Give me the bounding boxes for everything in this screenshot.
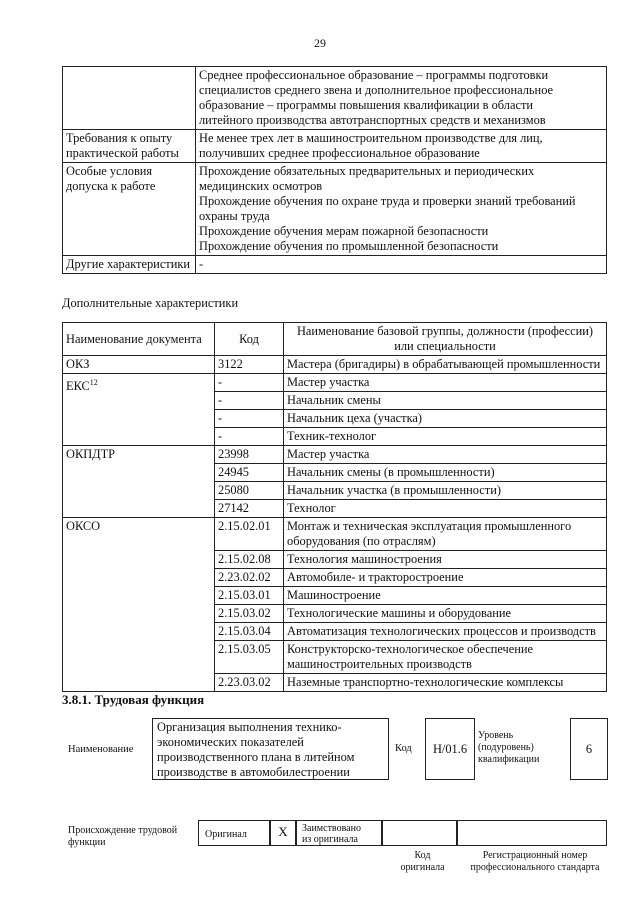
name-cell: Начальник цеха (участка) bbox=[284, 410, 607, 428]
text-line: Прохождение обучения по промышленной безопасности bbox=[199, 239, 499, 253]
code-cell: 2.15.03.02 bbox=[215, 605, 284, 623]
document-name: ЕКС bbox=[66, 379, 90, 394]
table-row bbox=[63, 446, 607, 464]
code-cell: 27142 bbox=[215, 500, 284, 518]
text-line: Не менее трех лет в машиностроительном производстве для лиц, bbox=[199, 131, 543, 145]
footnote-marker: 12 bbox=[89, 378, 98, 387]
requirement-label: Другие характеристики bbox=[63, 256, 196, 274]
code-cell: 2.23.03.02 bbox=[215, 674, 284, 692]
function-name-box bbox=[152, 718, 389, 780]
name-cell: Автоматизация технологических процессов и производств bbox=[284, 623, 607, 641]
code-cell: - bbox=[215, 428, 284, 446]
text-line: получивших среднее профессиональное образование bbox=[199, 146, 480, 160]
table-row bbox=[63, 356, 607, 374]
original-label: Оригинал bbox=[198, 820, 270, 846]
text-line: Происхождение трудовой bbox=[68, 825, 178, 836]
additional-characteristics-title: Дополнительные характеристики bbox=[62, 296, 239, 310]
text-line: Среднее профессиональное образование – программы подготовки bbox=[199, 68, 549, 82]
name-cell: Машиностроение bbox=[284, 587, 607, 605]
requirements-table bbox=[62, 66, 607, 274]
requirement-row bbox=[63, 130, 607, 163]
text-line: Код bbox=[414, 850, 431, 861]
requirement-value bbox=[196, 67, 607, 130]
text-line: профессионального стандарта bbox=[470, 862, 600, 873]
document-name: ОКЗ bbox=[66, 357, 90, 371]
code-cell: 2.15.03.04 bbox=[215, 623, 284, 641]
document-cell bbox=[63, 446, 215, 518]
document-name: ОКСО bbox=[66, 519, 101, 533]
page-number: 29 bbox=[314, 36, 326, 50]
requirement-value bbox=[196, 130, 607, 163]
requirement-row bbox=[63, 163, 607, 256]
name-cell: Конструкторско-технологическое обеспечение машиностроительных производств bbox=[284, 641, 607, 674]
text-line: (подуровень) bbox=[478, 742, 534, 753]
document-cell bbox=[63, 518, 215, 692]
text-line: медицинских осмотров bbox=[199, 179, 323, 193]
name-cell: Технология машиностроения bbox=[284, 551, 607, 569]
code-cell: 2.15.02.01 bbox=[215, 518, 284, 551]
document-cell bbox=[63, 356, 215, 374]
text-line: Прохождение обучения по охране труда и проверки знаний требований bbox=[199, 194, 576, 208]
name-cell: Мастер участка bbox=[284, 374, 607, 392]
code-cell: 25080 bbox=[215, 482, 284, 500]
text-line: образование – программы повышения квалификации в области bbox=[199, 98, 534, 112]
requirement-label: Особые условия допуска к работе bbox=[63, 163, 196, 256]
name-cell: Технологические машины и оборудование bbox=[284, 605, 607, 623]
requirement-value bbox=[196, 256, 607, 274]
original-mark: X bbox=[270, 820, 296, 846]
registration-number-label bbox=[460, 850, 610, 874]
origin-code-box bbox=[382, 820, 457, 846]
text-line: Организация выполнения технико- bbox=[157, 720, 342, 734]
labor-function-title: 3.8.1. Трудовая функция bbox=[62, 692, 205, 707]
function-origin-label bbox=[68, 825, 177, 849]
text-line: квалификации bbox=[478, 754, 540, 765]
requirement-row bbox=[63, 67, 607, 130]
code-cell: 2.23.02.02 bbox=[215, 569, 284, 587]
name-cell: Технолог bbox=[284, 500, 607, 518]
requirement-label: Требования к опыту практической работы bbox=[63, 130, 196, 163]
header-document: Наименование документа bbox=[63, 323, 215, 356]
registration-number-box bbox=[457, 820, 607, 846]
text-line: Заимствовано bbox=[302, 823, 361, 834]
text-line: - bbox=[199, 257, 204, 271]
text-line: функции bbox=[68, 837, 106, 848]
requirement-value bbox=[196, 163, 607, 256]
table-row bbox=[63, 374, 607, 392]
code-cell: 2.15.03.01 bbox=[215, 587, 284, 605]
qualification-level-label bbox=[478, 730, 539, 766]
origin-code-label bbox=[385, 850, 460, 874]
text-line: производстве в автомобилестроении bbox=[157, 765, 350, 779]
text-line: экономических показателей bbox=[157, 735, 304, 749]
code-cell: - bbox=[215, 374, 284, 392]
name-cell: Начальник смены (в промышленности) bbox=[284, 464, 607, 482]
text-line: производственного плана в литейном bbox=[157, 750, 355, 764]
name-cell: Мастер участка bbox=[284, 446, 607, 464]
requirement-label bbox=[63, 67, 196, 130]
header-name: Наименование базовой группы, должности (профессии) или специальности bbox=[284, 323, 607, 356]
qualification-level-box: 6 bbox=[570, 718, 608, 780]
table-row bbox=[63, 518, 607, 551]
name-cell: Мастера (бригадиры) в обрабатывающей промышленности bbox=[284, 356, 607, 374]
text-line: охраны труда bbox=[199, 209, 270, 223]
code-cell: 3122 bbox=[215, 356, 284, 374]
function-name-label: Наименование bbox=[68, 744, 134, 755]
document-cell bbox=[63, 374, 215, 446]
text-line: оригинала bbox=[400, 862, 445, 873]
text-line: Прохождение обучения мерам пожарной безопасности bbox=[199, 224, 489, 238]
function-code-box: H/01.6 bbox=[425, 718, 475, 780]
table-header-row bbox=[63, 323, 607, 356]
name-cell: Начальник смены bbox=[284, 392, 607, 410]
name-cell: Начальник участка (в промышленности) bbox=[284, 482, 607, 500]
text-line: специалистов среднего звена и дополнительное профессиональное bbox=[199, 83, 554, 97]
code-cell: 2.15.03.05 bbox=[215, 641, 284, 674]
code-cell: 23998 bbox=[215, 446, 284, 464]
additional-characteristics-table bbox=[62, 322, 607, 692]
text-line: Прохождение обязательных предварительных и периодических bbox=[199, 164, 535, 178]
code-cell: 24945 bbox=[215, 464, 284, 482]
document-name: ОКПДТР bbox=[66, 447, 116, 461]
name-cell: Наземные транспортно-технологические комплексы bbox=[284, 674, 607, 692]
requirement-row bbox=[63, 256, 607, 274]
code-cell: 2.15.02.08 bbox=[215, 551, 284, 569]
code-cell: - bbox=[215, 392, 284, 410]
code-cell: - bbox=[215, 410, 284, 428]
header-code: Код bbox=[215, 323, 284, 356]
text-line: Уровень bbox=[478, 730, 514, 741]
text-line: литейного производства автотранспортных средств и механизмов bbox=[199, 113, 546, 127]
name-cell: Техник-технолог bbox=[284, 428, 607, 446]
name-cell: Автомобиле- и тракторостроение bbox=[284, 569, 607, 587]
text-line: из оригинала bbox=[302, 834, 358, 845]
borrowed-label bbox=[296, 820, 382, 846]
name-cell: Монтаж и техническая эксплуатация промышленного оборудования (по отраслям) bbox=[284, 518, 607, 551]
function-code-label: Код bbox=[395, 743, 412, 754]
text-line: Регистрационный номер bbox=[482, 850, 588, 861]
